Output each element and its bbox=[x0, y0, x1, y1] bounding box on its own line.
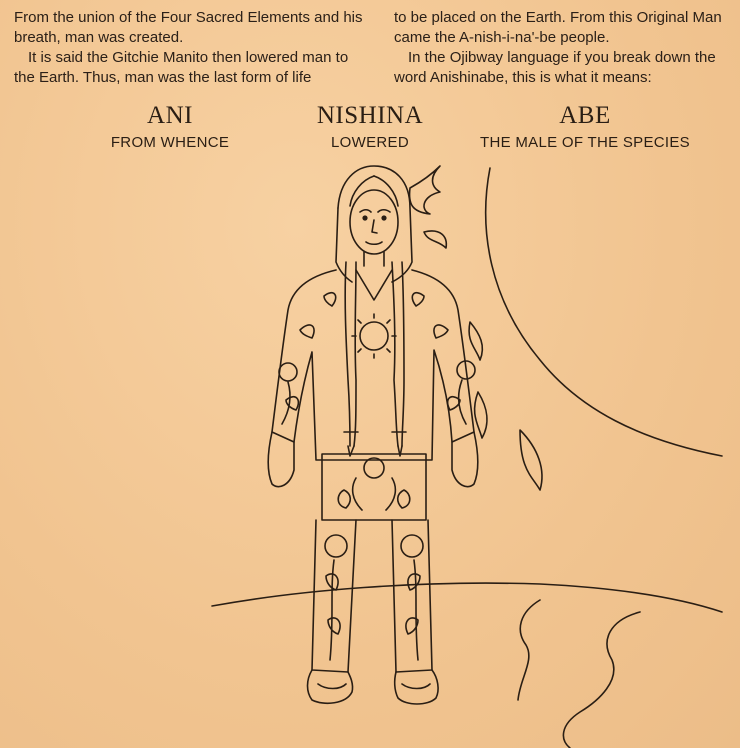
braid-right bbox=[402, 262, 404, 446]
paragraph: It is said the Gitchie Manito then lowered man to the Earth. Thus, man was the last form of life bbox=[14, 49, 349, 86]
breechcloth-panel bbox=[322, 454, 426, 520]
leaf-motif bbox=[434, 325, 448, 338]
leaf-motif bbox=[412, 293, 424, 306]
paragraph: In the Ojibway language if you break down the word Anishinabe, this is what it means: bbox=[394, 49, 716, 86]
earth-edge-line bbox=[563, 612, 640, 748]
eyebrow bbox=[360, 210, 371, 212]
flame-shape bbox=[475, 392, 487, 438]
braid-left bbox=[345, 262, 350, 446]
word-meaning: FROM WHENCE bbox=[110, 134, 230, 151]
eyebrow bbox=[378, 210, 390, 212]
ojibway-word: ABE bbox=[559, 102, 611, 129]
ojibway-word: ANI bbox=[147, 102, 193, 129]
sun-rays bbox=[352, 314, 396, 358]
word-breakdown-abe bbox=[460, 102, 710, 152]
word-meaning: LOWERED bbox=[331, 134, 409, 151]
text-column-right bbox=[394, 8, 734, 88]
leaf-motif bbox=[324, 293, 336, 306]
flower-motif bbox=[325, 535, 347, 557]
flame-shape bbox=[410, 166, 440, 214]
flower-motif bbox=[364, 458, 384, 478]
hair-outline bbox=[338, 166, 412, 282]
leaf-motif bbox=[328, 618, 340, 634]
original-man-illustration bbox=[0, 150, 740, 748]
moccasin-right bbox=[395, 670, 438, 704]
ojibway-word: NISHINA bbox=[316, 102, 424, 129]
earth-horizon-line bbox=[212, 583, 722, 612]
paragraph: to be placed on the Earth. From this Original Man came the A-nish-i-na'-be people. bbox=[394, 9, 722, 46]
flame-shape bbox=[520, 430, 542, 490]
sun-arc bbox=[486, 168, 722, 456]
paragraph: From the union of the Four Sacred Elements and his breath, man was created. bbox=[14, 9, 363, 46]
braid-right bbox=[392, 262, 398, 446]
flower-motif bbox=[398, 490, 410, 508]
earth-edge-line bbox=[518, 600, 540, 700]
text-column-left bbox=[14, 8, 366, 88]
flame-shape bbox=[424, 231, 446, 248]
moccasin-left bbox=[308, 670, 353, 703]
mouth bbox=[366, 242, 382, 244]
eye bbox=[363, 216, 367, 220]
legging-left bbox=[312, 520, 356, 672]
sun-emblem bbox=[360, 322, 388, 350]
moccasin-stitch bbox=[318, 684, 430, 689]
eye bbox=[382, 216, 386, 220]
word-meaning: THE MALE OF THE SPECIES bbox=[479, 134, 690, 151]
leaf-motif bbox=[408, 574, 420, 590]
legging-right bbox=[392, 520, 432, 672]
shirt-collar bbox=[356, 270, 392, 300]
nose bbox=[372, 220, 377, 233]
word-breakdown-nishina bbox=[290, 102, 450, 152]
word-breakdown-ani bbox=[80, 102, 260, 152]
flower-motif bbox=[338, 490, 350, 508]
flame-shape bbox=[469, 322, 482, 360]
vine-motif bbox=[330, 560, 334, 660]
flower-motif bbox=[279, 363, 297, 381]
leaf-motif bbox=[300, 325, 314, 338]
braid-left bbox=[354, 262, 356, 446]
vine-motif bbox=[353, 478, 396, 510]
flower-motif bbox=[401, 535, 423, 557]
